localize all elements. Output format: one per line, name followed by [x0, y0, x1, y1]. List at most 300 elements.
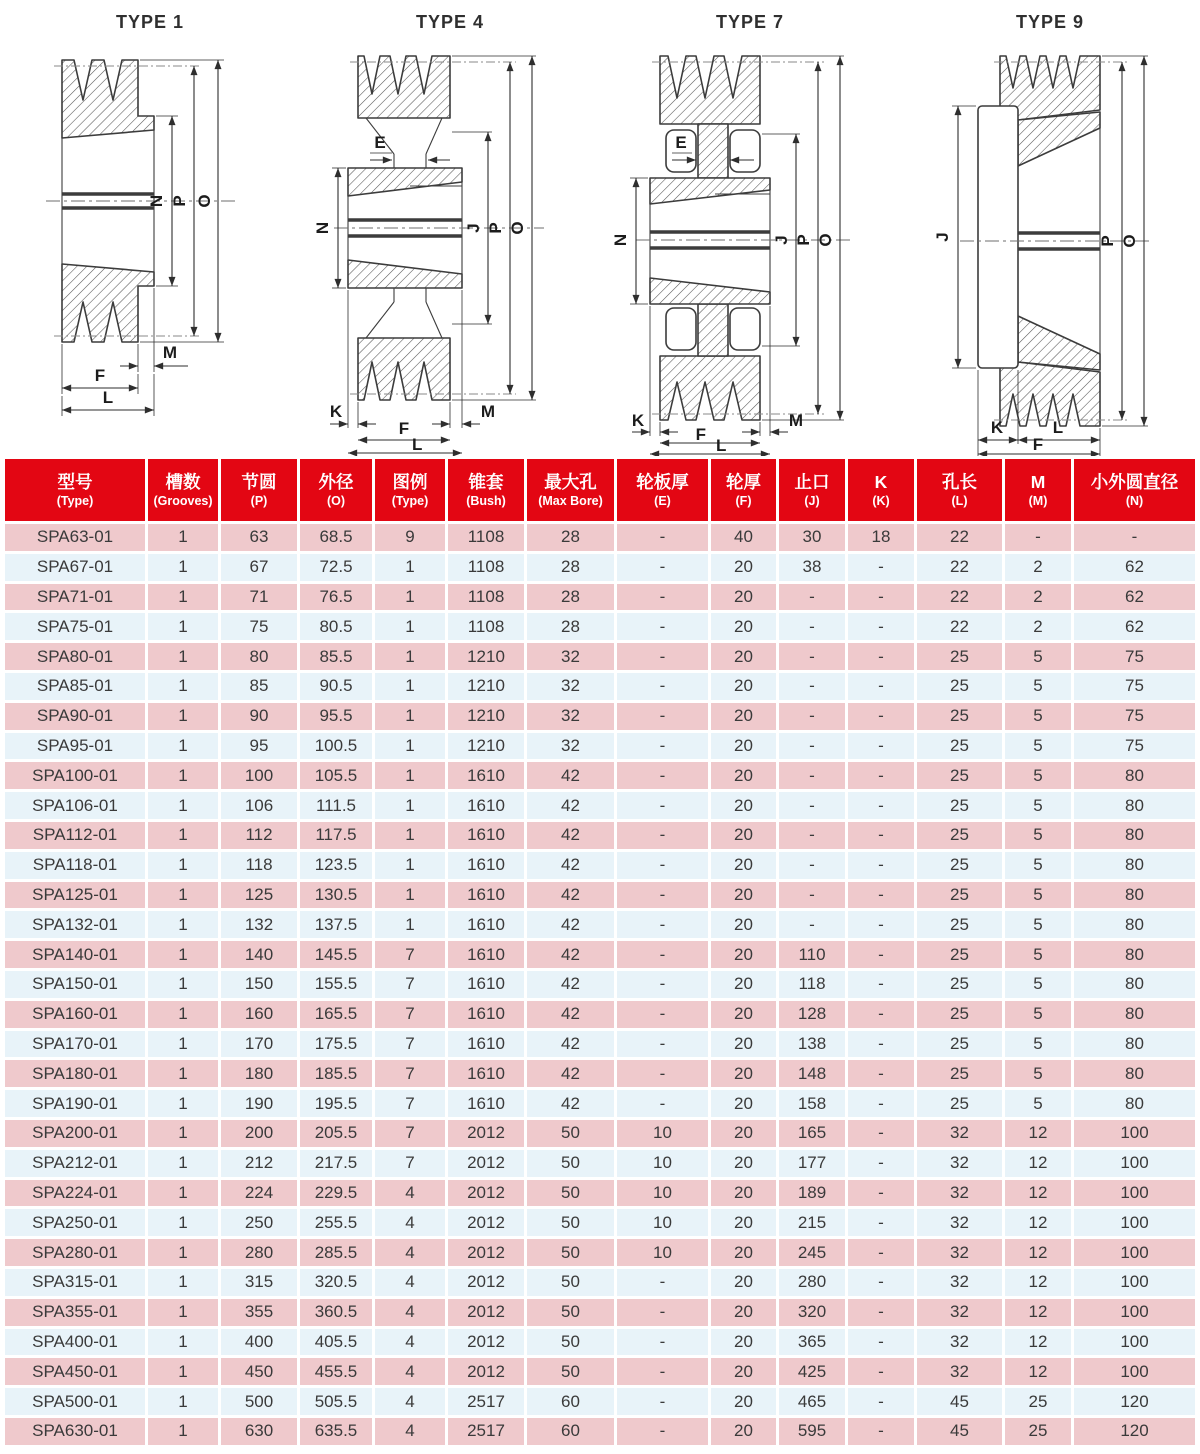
- table-cell: 75: [1074, 673, 1195, 700]
- table-cell: 95.5: [300, 703, 372, 730]
- table-cell: 75: [221, 613, 297, 640]
- table-cell: 1: [148, 822, 218, 849]
- table-cell: 355: [221, 1299, 297, 1326]
- table-cell: 212: [221, 1150, 297, 1177]
- table-cell: -: [848, 703, 914, 730]
- table-cell: -: [848, 1209, 914, 1236]
- table-cell: -: [617, 524, 708, 551]
- table-cell: 75: [1074, 643, 1195, 670]
- table-cell: 42: [527, 1031, 614, 1058]
- table-cell: 32: [917, 1239, 1002, 1266]
- table-cell: 2: [1005, 613, 1071, 640]
- table-cell: 32: [917, 1269, 1002, 1296]
- table-cell: 1: [148, 1060, 218, 1087]
- table-cell: SPA280-01: [5, 1239, 145, 1266]
- table-cell: 1: [148, 1388, 218, 1415]
- pulley-diagram-type1: [0, 8, 300, 456]
- table-cell: 25: [917, 703, 1002, 730]
- table-cell: 25: [917, 792, 1002, 819]
- table-cell: 160: [221, 1001, 297, 1028]
- table-row: [5, 1209, 1195, 1236]
- table-cell: 75: [1074, 703, 1195, 730]
- table-cell: -: [617, 882, 708, 909]
- table-cell: 106: [221, 792, 297, 819]
- table-cell: -: [617, 762, 708, 789]
- table-cell: 455.5: [300, 1358, 372, 1385]
- table-cell: 100: [1074, 1358, 1195, 1385]
- diagram-strip: [0, 0, 1200, 456]
- table-cell: 2012: [448, 1150, 524, 1177]
- table-cell: 22: [917, 584, 1002, 611]
- dim-label-o: O: [816, 233, 835, 247]
- table-cell: 1: [148, 643, 218, 670]
- dim-label-k: K: [631, 411, 645, 430]
- table-cell: 1: [148, 524, 218, 551]
- table-row: [5, 1001, 1195, 1028]
- table-cell: 20: [711, 1299, 776, 1326]
- table-cell: 42: [527, 911, 614, 938]
- table-cell: 1: [148, 1031, 218, 1058]
- table-cell: 5: [1005, 852, 1071, 879]
- table-row: [5, 1090, 1195, 1117]
- table-row: [5, 584, 1195, 611]
- table-cell: 5: [1005, 941, 1071, 968]
- column-header: M (M): [1005, 459, 1071, 521]
- table-cell: 595: [779, 1418, 845, 1445]
- table-cell: SPA200-01: [5, 1120, 145, 1147]
- dim-label-k: K: [329, 402, 343, 421]
- table-cell: 132: [221, 911, 297, 938]
- table-cell: 1610: [448, 1031, 524, 1058]
- table-cell: 1: [148, 792, 218, 819]
- table-cell: 32: [917, 1120, 1002, 1147]
- table-cell: -: [848, 613, 914, 640]
- table-row: [5, 882, 1195, 909]
- table-cell: SPA118-01: [5, 852, 145, 879]
- table-cell: 1: [375, 882, 445, 909]
- table-row: [5, 792, 1195, 819]
- table-row: [5, 1418, 1195, 1445]
- table-cell: 22: [917, 524, 1002, 551]
- table-cell: -: [848, 643, 914, 670]
- table-cell: 245: [779, 1239, 845, 1266]
- table-cell: 80: [1074, 1060, 1195, 1087]
- table-cell: 1: [148, 1180, 218, 1207]
- table-cell: 12: [1005, 1120, 1071, 1147]
- table-cell: 1: [375, 792, 445, 819]
- table-cell: -: [848, 554, 914, 581]
- table-cell: SPA112-01: [5, 822, 145, 849]
- table-cell: 2517: [448, 1418, 524, 1445]
- table-cell: -: [848, 1329, 914, 1356]
- table-cell: SPA67-01: [5, 554, 145, 581]
- table-cell: 50: [527, 1120, 614, 1147]
- table-cell: -: [779, 822, 845, 849]
- table-cell: 20: [711, 584, 776, 611]
- table-cell: -: [779, 733, 845, 760]
- table-cell: 1: [375, 762, 445, 789]
- table-cell: -: [617, 971, 708, 998]
- table-cell: 100.5: [300, 733, 372, 760]
- table-cell: 32: [917, 1358, 1002, 1385]
- table-cell: 145.5: [300, 941, 372, 968]
- table-cell: 1: [148, 941, 218, 968]
- table-cell: 63: [221, 524, 297, 551]
- pulley-drawing-type9: [900, 36, 1200, 456]
- table-row: [5, 524, 1195, 551]
- table-cell: 50: [527, 1209, 614, 1236]
- table-cell: 32: [917, 1180, 1002, 1207]
- table-cell: 4: [375, 1388, 445, 1415]
- table-cell: 7: [375, 1001, 445, 1028]
- dim-label-p: P: [486, 222, 505, 234]
- table-cell: 50: [527, 1269, 614, 1296]
- table-row: [5, 1388, 1195, 1415]
- table-cell: 22: [917, 554, 1002, 581]
- table-cell: 2012: [448, 1120, 524, 1147]
- table-cell: 1: [148, 971, 218, 998]
- table-cell: 25: [917, 733, 1002, 760]
- table-cell: -: [779, 643, 845, 670]
- table-cell: 5: [1005, 911, 1071, 938]
- table-cell: 100: [1074, 1269, 1195, 1296]
- table-cell: 118: [221, 852, 297, 879]
- table-cell: 2012: [448, 1209, 524, 1236]
- table-cell: 1610: [448, 882, 524, 909]
- table-cell: 125: [221, 882, 297, 909]
- table-cell: 1: [148, 1120, 218, 1147]
- table-cell: 20: [711, 1150, 776, 1177]
- table-cell: SPA71-01: [5, 584, 145, 611]
- table-cell: 60: [527, 1388, 614, 1415]
- table-cell: 25: [917, 1031, 1002, 1058]
- dim-label-o: O: [195, 194, 214, 208]
- table-cell: -: [617, 613, 708, 640]
- dim-label-n: N: [147, 194, 166, 208]
- table-cell: 32: [917, 1329, 1002, 1356]
- table-cell: -: [848, 1299, 914, 1326]
- table-cell: 1610: [448, 1090, 524, 1117]
- table-cell: 80: [1074, 852, 1195, 879]
- table-cell: 2012: [448, 1299, 524, 1326]
- table-cell: 4: [375, 1329, 445, 1356]
- table-cell: 5: [1005, 733, 1071, 760]
- table-cell: 10: [617, 1120, 708, 1147]
- table-cell: -: [848, 941, 914, 968]
- table-cell: 20: [711, 1269, 776, 1296]
- table-cell: 42: [527, 882, 614, 909]
- table-cell: SPA355-01: [5, 1299, 145, 1326]
- table-cell: 42: [527, 1001, 614, 1028]
- table-cell: 25: [917, 762, 1002, 789]
- table-cell: 9: [375, 524, 445, 551]
- table-cell: 215: [779, 1209, 845, 1236]
- table-cell: 128: [779, 1001, 845, 1028]
- dim-label-l: L: [102, 388, 114, 407]
- dim-label-o: O: [508, 221, 527, 235]
- table-cell: 1: [375, 911, 445, 938]
- table-cell: SPA630-01: [5, 1418, 145, 1445]
- pulley-drawing-type7: [600, 36, 900, 456]
- table-cell: -: [779, 882, 845, 909]
- pulley-diagram-type4: [300, 8, 600, 456]
- table-cell: 1610: [448, 762, 524, 789]
- table-cell: 42: [527, 822, 614, 849]
- dim-label-l: L: [412, 435, 423, 454]
- table-cell: 28: [527, 613, 614, 640]
- table-cell: 80: [1074, 971, 1195, 998]
- table-cell: 112: [221, 822, 297, 849]
- table-cell: SPA212-01: [5, 1150, 145, 1177]
- table-cell: 205.5: [300, 1120, 372, 1147]
- table-cell: 40: [711, 524, 776, 551]
- table-cell: 25: [917, 643, 1002, 670]
- table-cell: 1610: [448, 1001, 524, 1028]
- table-cell: 20: [711, 703, 776, 730]
- table-row: [5, 643, 1195, 670]
- table-cell: 90.5: [300, 673, 372, 700]
- dim-label-p: P: [794, 234, 813, 246]
- dim-label-f: F: [695, 425, 706, 444]
- table-cell: 12: [1005, 1150, 1071, 1177]
- table-cell: 32: [527, 703, 614, 730]
- table-cell: 1: [148, 1150, 218, 1177]
- table-cell: 117.5: [300, 822, 372, 849]
- table-cell: 85: [221, 673, 297, 700]
- table-cell: 20: [711, 673, 776, 700]
- table-cell: 25: [917, 673, 1002, 700]
- table-cell: 4: [375, 1358, 445, 1385]
- diagram-title: TYPE 9: [1015, 12, 1085, 32]
- table-cell: 68.5: [300, 524, 372, 551]
- table-cell: 1610: [448, 822, 524, 849]
- table-cell: SPA95-01: [5, 733, 145, 760]
- table-cell: 1: [148, 584, 218, 611]
- table-cell: 12: [1005, 1358, 1071, 1385]
- table-cell: -: [617, 1388, 708, 1415]
- table-cell: 50: [527, 1329, 614, 1356]
- table-cell: 1: [375, 613, 445, 640]
- table-cell: -: [848, 822, 914, 849]
- table-cell: 25: [917, 1001, 1002, 1028]
- table-cell: 20: [711, 1358, 776, 1385]
- table-cell: 25: [1005, 1418, 1071, 1445]
- table-cell: SPA250-01: [5, 1209, 145, 1236]
- table-cell: 255.5: [300, 1209, 372, 1236]
- table-cell: 32: [527, 643, 614, 670]
- table-cell: SPA100-01: [5, 762, 145, 789]
- table-cell: 1: [148, 1418, 218, 1445]
- dim-label-p: P: [1098, 235, 1117, 247]
- table-cell: 118: [779, 971, 845, 998]
- table-cell: -: [848, 1239, 914, 1266]
- table-cell: 1108: [448, 584, 524, 611]
- table-cell: 360.5: [300, 1299, 372, 1326]
- table-cell: 1: [375, 554, 445, 581]
- table-cell: 50: [527, 1180, 614, 1207]
- table-cell: 1: [148, 1329, 218, 1356]
- table-cell: 111.5: [300, 792, 372, 819]
- table-cell: 150: [221, 971, 297, 998]
- table-row: [5, 673, 1195, 700]
- table-cell: 80: [1074, 1031, 1195, 1058]
- table-cell: 20: [711, 1180, 776, 1207]
- table-cell: 250: [221, 1209, 297, 1236]
- table-cell: -: [617, 1358, 708, 1385]
- spec-table-head: [5, 459, 1195, 521]
- column-header: 止口 (J): [779, 459, 845, 521]
- table-cell: -: [617, 1031, 708, 1058]
- table-cell: 165: [779, 1120, 845, 1147]
- table-cell: 80: [1074, 1090, 1195, 1117]
- table-cell: -: [848, 1269, 914, 1296]
- table-cell: -: [779, 911, 845, 938]
- table-cell: -: [617, 554, 708, 581]
- table-cell: 2012: [448, 1269, 524, 1296]
- table-cell: 2: [1005, 584, 1071, 611]
- table-cell: 1: [148, 1269, 218, 1296]
- table-cell: 100: [1074, 1180, 1195, 1207]
- table-cell: 5: [1005, 703, 1071, 730]
- table-cell: 100: [1074, 1120, 1195, 1147]
- table-cell: 60: [527, 1418, 614, 1445]
- table-cell: SPA160-01: [5, 1001, 145, 1028]
- table-cell: -: [848, 882, 914, 909]
- table-cell: 42: [527, 941, 614, 968]
- table-cell: 1108: [448, 554, 524, 581]
- table-cell: 20: [711, 1090, 776, 1117]
- table-cell: 42: [527, 852, 614, 879]
- table-cell: 217.5: [300, 1150, 372, 1177]
- table-row: [5, 1239, 1195, 1266]
- table-cell: 1: [148, 1090, 218, 1117]
- table-cell: 28: [527, 584, 614, 611]
- table-row: [5, 941, 1195, 968]
- table-cell: 10: [617, 1239, 708, 1266]
- table-cell: 32: [527, 733, 614, 760]
- table-cell: 20: [711, 1388, 776, 1415]
- table-cell: SPA132-01: [5, 911, 145, 938]
- table-cell: 7: [375, 941, 445, 968]
- table-cell: -: [617, 1299, 708, 1326]
- table-cell: 20: [711, 1209, 776, 1236]
- table-cell: 155.5: [300, 971, 372, 998]
- table-cell: 110: [779, 941, 845, 968]
- table-cell: -: [617, 852, 708, 879]
- table-cell: 100: [1074, 1209, 1195, 1236]
- table-cell: -: [617, 911, 708, 938]
- table-cell: 5: [1005, 971, 1071, 998]
- table-cell: 5: [1005, 762, 1071, 789]
- table-cell: -: [617, 643, 708, 670]
- dim-label-f: F: [94, 366, 106, 385]
- table-cell: 1: [375, 643, 445, 670]
- table-cell: 1108: [448, 524, 524, 551]
- table-cell: -: [617, 1269, 708, 1296]
- table-row: [5, 762, 1195, 789]
- table-cell: 32: [917, 1299, 1002, 1326]
- table-cell: 72.5: [300, 554, 372, 581]
- table-cell: 42: [527, 971, 614, 998]
- table-cell: 1: [148, 733, 218, 760]
- table-cell: SPA75-01: [5, 613, 145, 640]
- table-cell: -: [848, 1090, 914, 1117]
- table-row: [5, 703, 1195, 730]
- table-cell: 42: [527, 1090, 614, 1117]
- table-cell: 20: [711, 1239, 776, 1266]
- table-cell: 465: [779, 1388, 845, 1415]
- table-cell: -: [848, 762, 914, 789]
- table-cell: 22: [917, 613, 1002, 640]
- table-cell: 100: [221, 762, 297, 789]
- table-cell: 75: [1074, 733, 1195, 760]
- table-cell: -: [617, 941, 708, 968]
- table-row: [5, 1329, 1195, 1356]
- table-cell: 450: [221, 1358, 297, 1385]
- table-row: [5, 971, 1195, 998]
- table-row: [5, 733, 1195, 760]
- table-cell: 38: [779, 554, 845, 581]
- table-cell: 1210: [448, 733, 524, 760]
- table-cell: 42: [527, 762, 614, 789]
- table-cell: -: [617, 673, 708, 700]
- table-cell: 25: [917, 822, 1002, 849]
- table-cell: -: [848, 1358, 914, 1385]
- table-cell: 20: [711, 1001, 776, 1028]
- table-cell: 365: [779, 1329, 845, 1356]
- table-cell: 50: [527, 1150, 614, 1177]
- table-cell: 25: [917, 1060, 1002, 1087]
- table-cell: 400: [221, 1329, 297, 1356]
- table-cell: 1: [148, 852, 218, 879]
- table-cell: 32: [527, 673, 614, 700]
- table-cell: 158: [779, 1090, 845, 1117]
- table-cell: 2012: [448, 1239, 524, 1266]
- table-row: [5, 911, 1195, 938]
- table-cell: SPA85-01: [5, 673, 145, 700]
- table-cell: 20: [711, 1031, 776, 1058]
- table-cell: 76.5: [300, 584, 372, 611]
- table-cell: 25: [917, 941, 1002, 968]
- table-cell: SPA150-01: [5, 971, 145, 998]
- table-cell: 1610: [448, 971, 524, 998]
- table-cell: 405.5: [300, 1329, 372, 1356]
- table-cell: 20: [711, 1120, 776, 1147]
- table-cell: 20: [711, 733, 776, 760]
- table-cell: 1610: [448, 941, 524, 968]
- table-cell: 2012: [448, 1329, 524, 1356]
- table-cell: SPA450-01: [5, 1358, 145, 1385]
- table-cell: 1: [148, 911, 218, 938]
- dim-label-m: M: [162, 343, 178, 362]
- table-cell: 20: [711, 554, 776, 581]
- table-cell: 25: [917, 911, 1002, 938]
- column-header: 小外圆直径 (N): [1074, 459, 1195, 521]
- table-cell: SPA63-01: [5, 524, 145, 551]
- table-cell: -: [1074, 524, 1195, 551]
- table-cell: 165.5: [300, 1001, 372, 1028]
- table-cell: 1: [375, 733, 445, 760]
- table-cell: 285.5: [300, 1239, 372, 1266]
- table-row: [5, 1031, 1195, 1058]
- table-cell: 630: [221, 1418, 297, 1445]
- table-cell: 80: [221, 643, 297, 670]
- table-cell: 1: [375, 584, 445, 611]
- table-cell: -: [1005, 524, 1071, 551]
- table-row: [5, 613, 1195, 640]
- table-cell: 25: [917, 971, 1002, 998]
- dim-label-e: E: [374, 133, 386, 152]
